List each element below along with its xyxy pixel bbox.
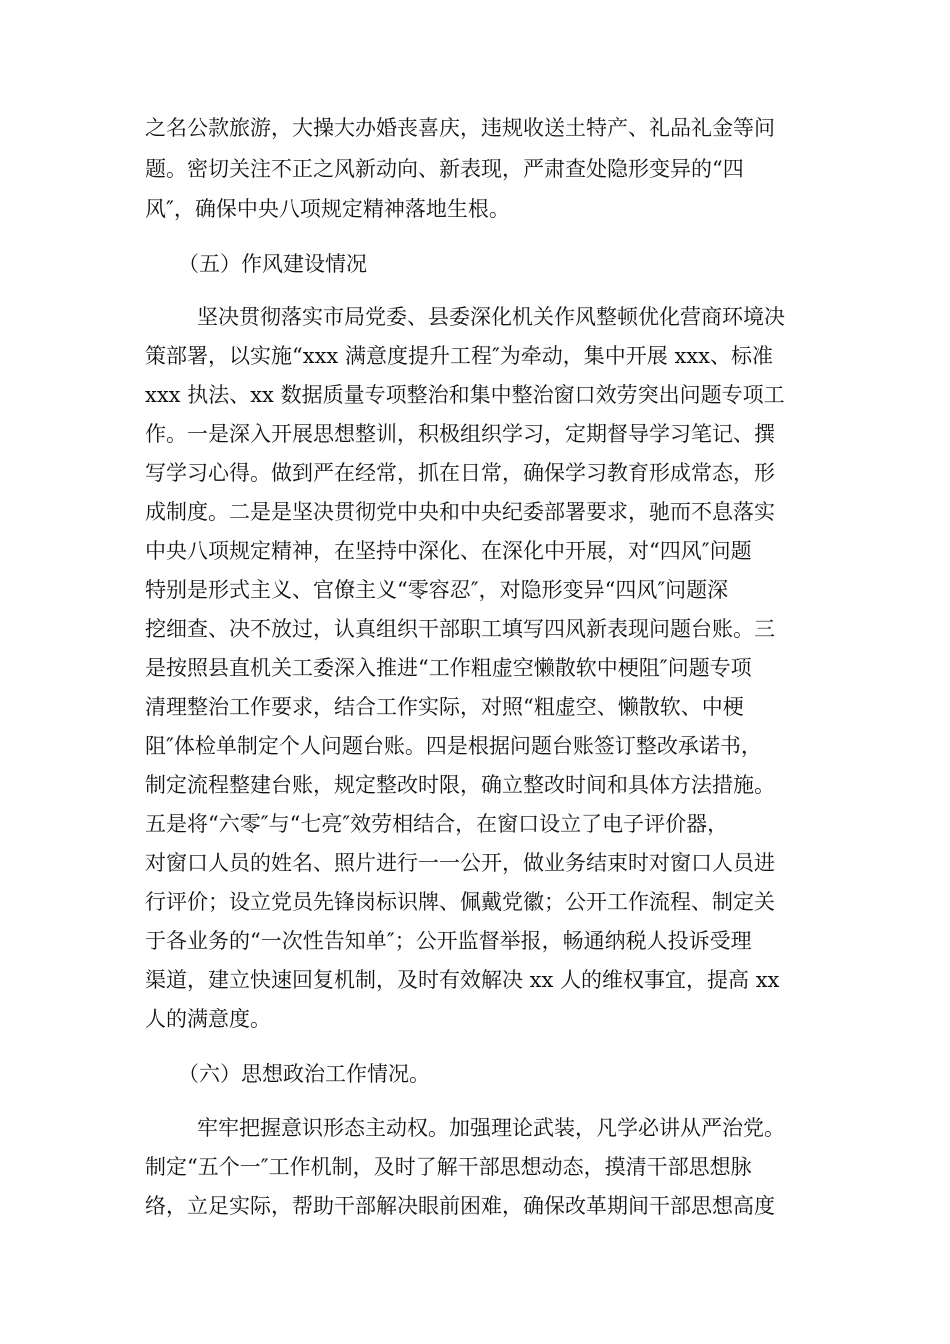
- paragraph-line: 五是将“六零″与“七亮″效劳相结合，在窗口设立了电子评价器，: [145, 812, 729, 836]
- paragraph-line: 之名公款旅游，大操大办婚丧喜庆，违规收送土特产、礼品礼金等问: [145, 116, 775, 140]
- paragraph-line: 策部署，以实施“xxx 满意度提升工程″为牵动，集中开展 xxx、标准: [145, 344, 773, 368]
- paragraph-line: 作。一是深入开展思想整训，积极组织学习，定期督导学习笔记、撰: [145, 422, 775, 446]
- paragraph-line: 于各业务的“一次性告知单″；公开监督举报，畅通纳税人投诉受理: [145, 929, 752, 953]
- paragraph-line: 络，立足实际，帮助干部解决眼前困难，确保改革期间干部思想高度: [145, 1194, 775, 1218]
- section-heading-6: （六）思想政治工作情况。: [178, 1062, 430, 1086]
- paragraph-line: 制定“五个一″工作机制，及时了解干部思想动态，摸清干部思想脉: [145, 1155, 752, 1179]
- paragraph-line: 阻″体检单制定个人问题台账。四是根据问题台账签订整改承诺书，: [145, 734, 762, 758]
- paragraph-line: 写学习心得。做到严在经常，抓在日常，确保学习教育形成常态，形: [145, 461, 775, 485]
- paragraph-line: 坚决贯彻落实市局党委、县委深化机关作风整顿优化营商环境决: [197, 305, 785, 329]
- paragraph-line: 题。密切关注不正之风新动向、新表现，严肃查处隐形变异的“四: [145, 157, 744, 181]
- paragraph-line: 对窗口人员的姓名、照片进行一一公开，做业务结束时对窗口人员进: [145, 851, 775, 875]
- paragraph-line: 挖细查、决不放过，认真组织干部职工填写四风新表现问题台账。三: [145, 617, 775, 641]
- paragraph-line: 行评价；设立党员先锋岗标识牌、佩戴党徽；公开工作流程、制定关: [145, 890, 775, 914]
- paragraph-line: 中央八项规定精神，在坚持中深化、在深化中开展，对“四风″问题: [145, 539, 752, 563]
- paragraph-line: 风″，确保中央八项规定精神落地生根。: [145, 197, 510, 221]
- paragraph-line: 渠道，建立快速回复机制，及时有效解决 xx 人的维权事宜，提高 xx: [145, 968, 780, 992]
- paragraph-line: 人的满意度。: [145, 1007, 271, 1031]
- paragraph-line: 牢牢把握意识形态主动权。加强理论武装，凡学必讲从严治党。: [197, 1116, 785, 1140]
- paragraph-line: 清理整治工作要求，结合工作实际，对照“粗虚空、懒散软、中梗: [145, 695, 744, 719]
- paragraph-line: xxx 执法、xx 数据质量专项整治和集中整治窗口效劳突出问题专项工: [145, 383, 785, 407]
- section-heading-5: （五）作风建设情况: [178, 252, 367, 276]
- paragraph-line: 制定流程整建台账，规定整改时限，确立整改时间和具体方法措施。: [145, 773, 775, 797]
- paragraph-line: 成制度。二是是坚决贯彻党中央和中央纪委部署要求，驰而不息落实: [145, 500, 775, 524]
- paragraph-line: 特别是形式主义、官僚主义“零容忍″，对隐形变异“四风″问题深: [145, 578, 729, 602]
- paragraph-line: 是按照县直机关工委深入推进“工作粗虚空懒散软中梗阻″问题专项: [145, 656, 752, 680]
